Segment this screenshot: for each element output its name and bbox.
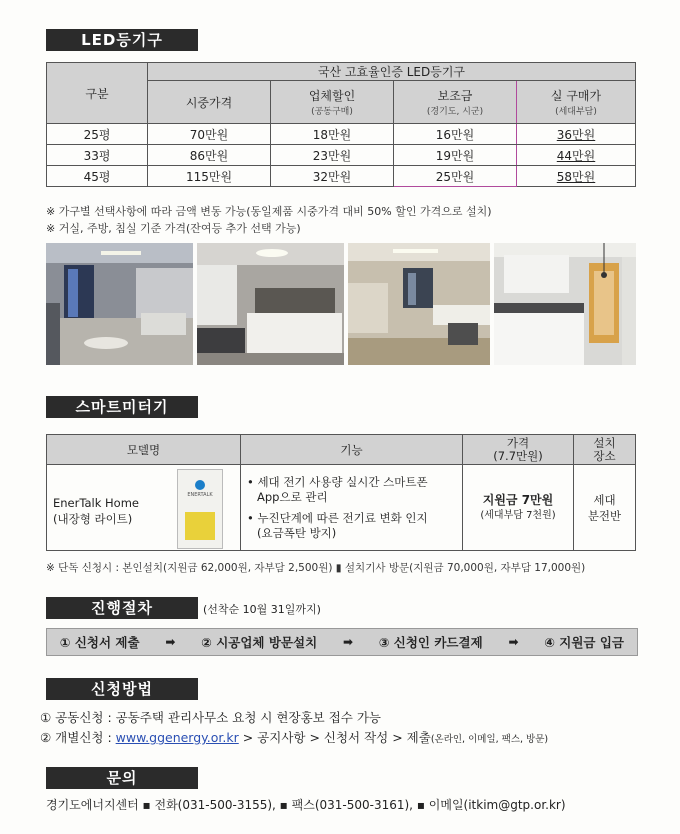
col-model-header: 모델명 — [47, 435, 241, 465]
col-category-header: 구분 — [47, 63, 148, 124]
arrow-right-icon: ➡ — [508, 635, 519, 649]
row-discount: 32만원 — [271, 166, 394, 187]
arrow-right-icon: ➡ — [165, 635, 176, 649]
row-market: 115만원 — [148, 166, 271, 187]
table-row — [47, 145, 636, 166]
row-subsidy: 19만원 — [394, 145, 517, 166]
model-name: EnerTalk Home — [53, 496, 139, 510]
step-1: ① 신청서 제출 — [59, 635, 140, 650]
row-actual: 44만원 — [517, 145, 636, 166]
apply-line-1: ① 공동신청 : 공동주택 관리사무소 요청 시 현장홍보 접수 가능 — [40, 710, 381, 725]
apply-line-2: ② 개별신청 : www.ggenergy.or.kr > 공지사항 > 신청서 작성 > 제출(온라인, 이메일, 팩스, 방문) — [40, 730, 549, 745]
row-size: 25평 — [47, 124, 148, 145]
step-2: ② 시공업체 방문설치 — [201, 635, 318, 650]
step-3: ③ 신청인 카드결제 — [378, 635, 483, 650]
led-section-title: LED등기구 — [46, 29, 198, 51]
led-price-table — [46, 62, 636, 187]
meter-section-title: 스마트미터기 — [46, 396, 198, 418]
arrow-right-icon: ➡ — [342, 635, 354, 649]
device-logo-icon — [195, 480, 205, 490]
model-type: (내장형 라이트) — [53, 512, 133, 526]
table-row — [47, 124, 636, 145]
price-cell: 지원금 7만원 (세대부담 7천원) — [463, 465, 574, 551]
place-cell: 세대 분전반 — [574, 465, 636, 551]
process-flow — [46, 628, 638, 656]
bedroom-photo — [197, 243, 344, 365]
row-subsidy: 25만원 — [394, 166, 517, 187]
device-label: ENERTALK — [187, 492, 213, 498]
row-discount: 23만원 — [271, 145, 394, 166]
col-subsidy-header: 보조금 (경기도, 시군) — [394, 81, 517, 124]
process-deadline: (선착순 10월 31일까지) — [203, 603, 321, 616]
table-row — [47, 465, 636, 551]
meter-note: ※ 단독 신청시 : 본인설치(지원금 62,000원, 자부담 2,500원) ▮ 설치기사 방문(지원금 70,000원, 자부담 17,000원) — [46, 562, 586, 574]
led-note-2: ※ 거실, 주방, 침실 기준 가격(잔여등 추가 선택 가능) — [46, 222, 301, 235]
row-market: 70만원 — [148, 124, 271, 145]
row-size: 45평 — [47, 166, 148, 187]
row-subsidy: 16만원 — [394, 124, 517, 145]
col-price-header: 가격 (7.7만원) — [463, 435, 574, 465]
row-actual: 36만원 — [517, 124, 636, 145]
col-market-header: 시중가격 — [148, 81, 271, 124]
study-room-photo — [348, 243, 490, 365]
row-discount: 18만원 — [271, 124, 394, 145]
row-market: 86만원 — [148, 145, 271, 166]
col-place-header: 설치 장소 — [574, 435, 636, 465]
row-size: 33평 — [47, 145, 148, 166]
col-discount-header: 업체할인 (공동구매) — [271, 81, 394, 124]
contact-section-title: 문의 — [46, 767, 198, 789]
contact-info: 경기도에너지센터 ▪ 전화(031-500-3155), ▪ 팩스(031-500-3161), ▪ 이메일(itkim@gtp.or.kr) — [46, 798, 566, 812]
kitchen-photo — [494, 243, 636, 365]
col-actual-header: 실 구매가 (세대부담) — [517, 81, 636, 124]
smart-meter-device-image — [177, 469, 223, 549]
step-4: ④ 지원금 입금 — [544, 635, 625, 650]
smart-meter-table — [46, 434, 636, 551]
row-actual: 58만원 — [517, 166, 636, 187]
col-function-header: 기능 — [241, 435, 463, 465]
led-group-header: 국산 고효율인증 LED등기구 — [148, 63, 636, 81]
led-note-1: ※ 가구별 선택사항에 따라 금액 변동 가능(동일제품 시중가격 대비 50% 할인 가격으로 설치) — [46, 205, 492, 218]
table-row — [47, 166, 636, 187]
ggenergy-link[interactable]: www.ggenergy.or.kr — [115, 730, 239, 745]
process-section-title: 진행절차 — [46, 597, 198, 619]
apply-section-title: 신청방법 — [46, 678, 198, 700]
living-room-photo — [46, 243, 193, 365]
model-cell — [47, 465, 241, 551]
function-cell: • 세대 전기 사용량 실시간 스마트폰 App으로 관리 • 누진단계에 따른 전기료 변화 인지 (요금폭탄 방지) — [241, 465, 463, 551]
